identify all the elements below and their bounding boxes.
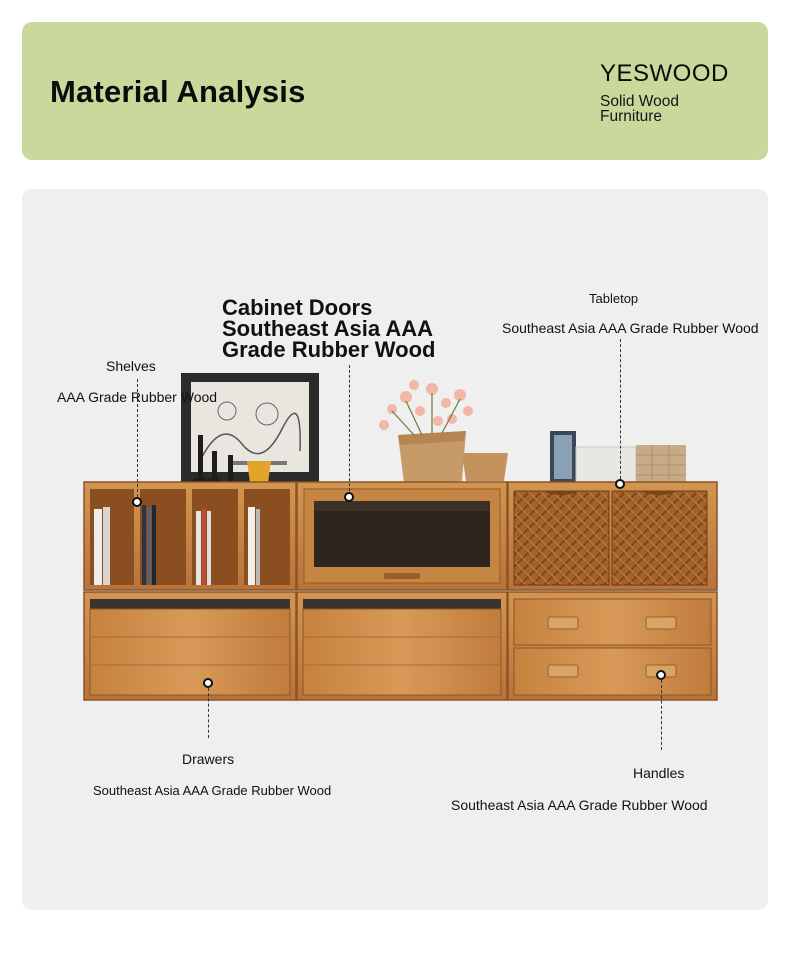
drawers-material: Southeast Asia AAA Grade Rubber Wood [93,783,332,798]
cabinet-doors-label: Cabinet Doors [222,295,373,320]
tabletop-material: Southeast Asia AAA Grade Rubber Wood [502,320,759,336]
cabinet-doors-leader [349,365,350,491]
brand-logo [600,60,760,124]
shelves-material: AAA Grade Rubber Wood [57,389,218,405]
shelves-marker [132,497,142,507]
tabletop-marker [615,479,625,489]
paper-pouch [462,453,508,481]
flower-pot [379,380,473,483]
shelves-leader [137,379,138,497]
tabletop-leader [620,339,621,479]
books-decor [550,431,686,483]
handles-marker [656,670,666,680]
brand-tagline-2: Furniture [600,108,663,125]
drawers-leader [208,688,209,738]
drawers-label: Drawers [182,751,235,767]
material-panel [22,189,768,910]
tabletop-label: Tabletop [589,291,639,306]
handles-material: Southeast Asia AAA Grade Rubber Wood [451,797,708,813]
cabinet-doors-marker [344,492,354,502]
shelves-label: Shelves [106,358,156,374]
yellow-cup [247,461,271,483]
brand-tagline-1: Solid Wood [600,93,679,110]
header-banner [22,22,768,160]
cabinet-doors-material-line1: Southeast Asia AAA [222,316,434,341]
brand-name: YESWOOD [600,60,729,87]
handles-label: Handles [633,765,685,781]
handles-leader [661,680,662,750]
page-title: Material Analysis [50,74,306,109]
cabinet-doors-material-line2: Grade Rubber Wood [222,337,436,362]
glass-door [304,489,500,583]
drawers-marker [203,678,213,688]
